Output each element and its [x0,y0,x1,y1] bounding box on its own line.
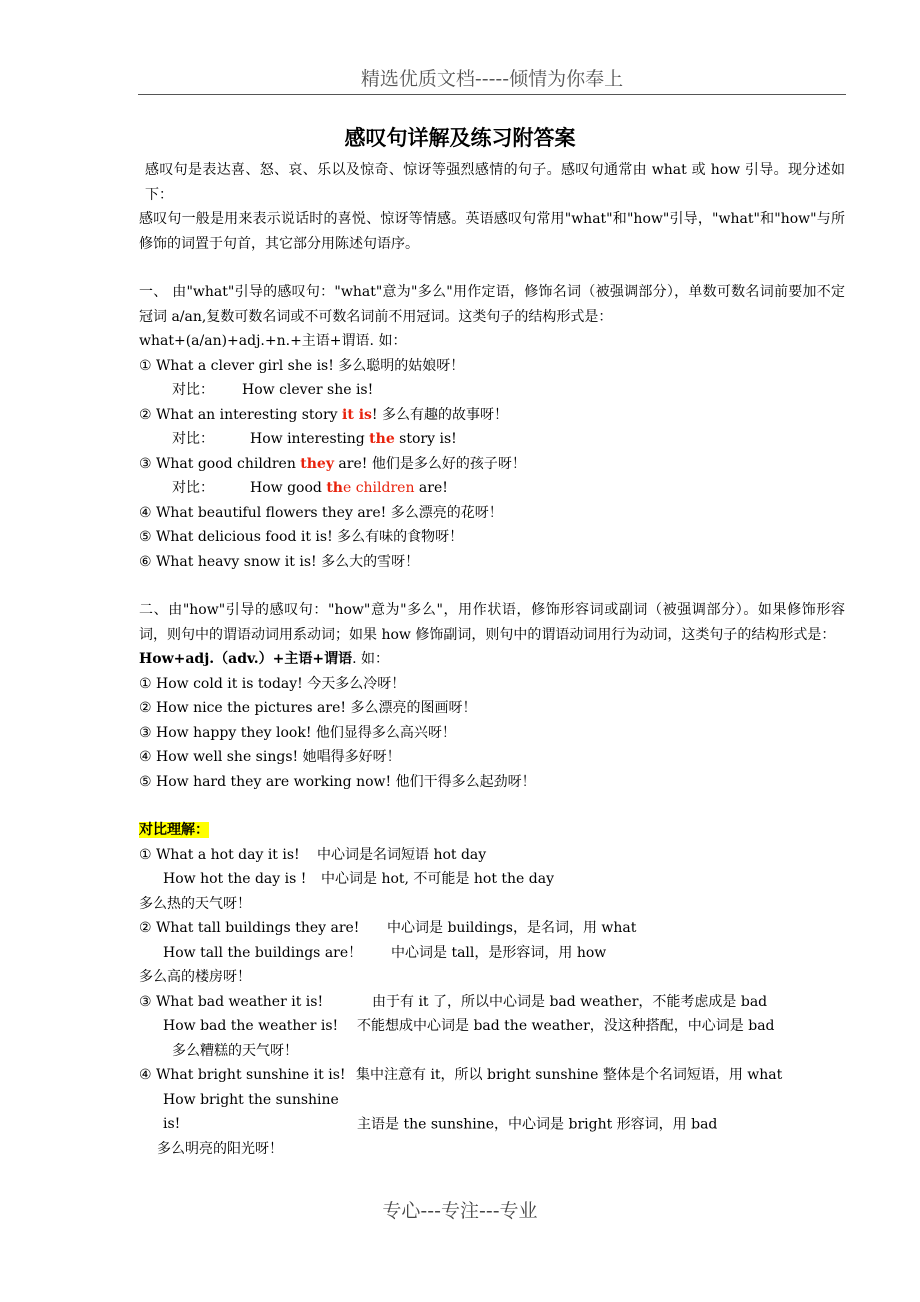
highlight-label: 对比理解： [139,822,209,838]
section1-compare-2: 对比： How interesting the story is! [172,431,457,447]
section1-example-2: ② What an interesting story it is! 多么有趣的故事呀！ [139,406,508,423]
contrast-2-line-2: How tall the buildings are！ 中心词是 tall，是形容词，用 how [163,944,607,961]
contrast-3-line-1: ③ What bad weather it is! 由于有 it 了，所以中心词是 bad weather，不能考虑成是 bad [139,993,768,1010]
section1-compare-1 [139,378,845,403]
contrast-3-translation: 多么糟糕的天气呀！ [172,1042,298,1059]
contrast-4-translation: 多么明亮的阳光呀！ [157,1140,283,1157]
section1-formula: what+(a/an)+adj.+n.+主语+谓语. 如： [139,333,407,349]
section2-example: ① How cold it is today! 今天多么冷呀！ [139,675,406,692]
compare-text: How clever she is! [242,382,374,398]
page-footer: 专心---专注---专业 [382,1200,538,1222]
section1-example-5: ⑤ What delicious food it is! 多么有味的食物呀！ [139,529,464,545]
intro-paragraph-2: 感叹句一般是用来表示说话时的喜悦、惊讶等情感。英语感叹句常用"what"和"how"引导，"what"和"how"与所修饰的词置于句首，其它部分用陈述句语序。 [139,211,845,252]
contrast-1-line-1: ① What a hot day it is! 中心词是名词短语 hot day [139,846,487,863]
contrast-4-line-2: How bright the sunshine is! 主语是 the sunshine，中心词是 bright 形容词，用 bad [163,1091,718,1132]
page-header: 精选优质文档-----倾情为你奉上 [138,64,846,95]
contrast-3-line-2: How bad the weather is! 不能想成中心词是 bad the weather，没这种搭配，中心词是 bad [163,1018,775,1034]
contrast-1-translation: 多么热的天气呀！ [139,895,251,912]
section2-example: ③ How happy they look! 他们显得多么高兴呀！ [139,724,456,741]
contrast-2-translation: 多么高的楼房呀！ [139,969,251,985]
section3-label [139,818,845,843]
section2-example: ② How nice the pictures are! 多么漂亮的图画呀！ [139,700,477,716]
contrast-4-line-1: ④ What bright sunshine it is! 集中注意有 it，所以 bright sunshine 整体是个名词短语，用 what [139,1067,783,1083]
section2-formula: How+adj.（adv.）+主语+谓语. 如： [139,651,389,667]
document-title: 感叹句详解及练习附答案 [344,126,576,150]
section2-example: ④ How well she sings! 她唱得多好呀！ [139,749,401,765]
section2-example: ⑤ How hard they are working now! 他们干得多么起劲呀！ [139,773,536,790]
document-body [139,158,845,1161]
emphasis-red: it is [342,406,372,423]
contrast-1-line-2: How hot the day is ! 中心词是 hot, 不可能是 hot the day [163,871,554,887]
section1-example-3: ③ What good children they are! 他们是多么好的孩子呀！ [139,455,526,472]
section2-heading: 二、由"how"引导的感叹句："how"意为"多么"，用作状语，修饰形容词或副词（被强调部分）。如果修饰形容词，则句中的谓语动词用系动词；如果 how 修饰副词，则句中的谓语动词用行为动词，这类句子的结构形式是： [139,602,845,643]
compare-label: 对比： [172,382,214,398]
contrast-2-line-1: ② What tall buildings they are! 中心词是 buildings，是名词，用 what [139,920,637,936]
emphasis-red: they [300,455,334,472]
intro-paragraph-1: 感叹句是表达喜、怒、哀、乐以及惊奇、惊讶等强烈感情的句子。感叹句通常由 what 或 how 引导。现分述如下： [145,162,845,203]
section1-example-6: ⑥ What heavy snow it is! 多么大的雪呀！ [139,553,420,570]
section1-heading: 一、 由"what"引导的感叹句："what"意为"多么"用作定语，修饰名词（被强调部分），单数可数名词前要加不定冠词 a/an,复数可数名词或不可数名词前不用冠词。这类句子的结构形式是： [139,284,845,325]
section1-example-1: ① What a clever girl she is! 多么聪明的姑娘呀！ [139,357,465,374]
section1-example-4: ④ What beautiful flowers they are! 多么漂亮的花呀！ [139,504,503,521]
section1-compare-3: 对比： How good the children are! [172,480,448,496]
emphasis-red: the [369,431,395,447]
